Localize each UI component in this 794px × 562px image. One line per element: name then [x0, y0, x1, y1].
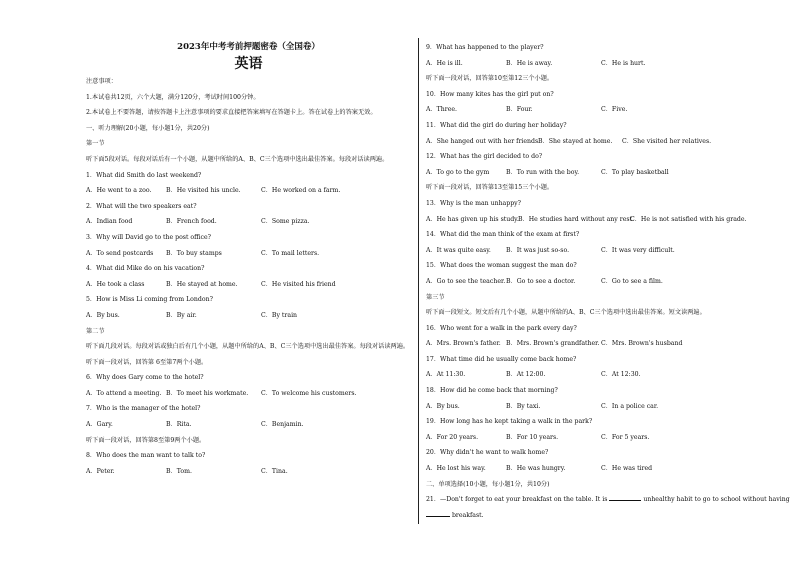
option-b: B．He studies hard without any rest.: [518, 215, 635, 223]
option-c: C．Benjamin.: [261, 421, 304, 429]
question-1-options: [86, 183, 411, 199]
question-2-options: [86, 214, 411, 230]
exam-subject: 英语: [234, 56, 263, 72]
question-17-stem: 17．What time did he usually come back home?: [426, 355, 577, 363]
question-13-stem: 13．Why is the man unhappy?: [426, 199, 521, 207]
question-21-line-1: [426, 492, 790, 508]
left-column: [86, 40, 411, 479]
option-b: B．By air.: [166, 311, 197, 319]
option-a: A．He lost his way.: [426, 465, 486, 473]
option-b: B．Tom.: [166, 467, 192, 475]
option-c: C．He visited his friend: [261, 280, 336, 288]
option-c: C．At 12:30.: [601, 371, 641, 379]
option-c: C．To play basketball: [601, 168, 669, 176]
question-7-options: [86, 417, 411, 433]
option-a: A．By bus.: [426, 402, 460, 410]
option-a: A．Mrs. Brown's father.: [426, 340, 501, 348]
question-13-options: [426, 212, 751, 228]
option-a: A．To attend a meeting.: [86, 389, 162, 397]
question-7-stem: 7．Who is the manager of the hotel?: [86, 405, 201, 413]
option-b: B．Go to see a doctor.: [506, 277, 576, 285]
subsection-13-15: 听下面一段对话，回答第13至第15三个小题。: [426, 184, 554, 192]
part1-instructions: 听下面5段对话。每段对话后有一个小题，从题中所给的A、B、C三个选项中选出最佳答案。每段对话读两遍。: [86, 155, 389, 163]
option-b: B．He visited his uncle.: [166, 187, 241, 195]
section1-title: 一、听力理解(20小题，每小题1分，共20分): [86, 124, 210, 132]
part1-title: 第一节: [86, 140, 105, 148]
question-8-options: [86, 464, 411, 480]
question-3-options: [86, 246, 411, 262]
option-a: A．By bus.: [86, 311, 120, 319]
question-21-text-end: unhealthy habit to go to school without having: [643, 496, 790, 504]
part2-title: 第二节: [86, 327, 105, 335]
column-divider: [418, 38, 419, 524]
option-b: B．He was hungry.: [506, 465, 566, 473]
subsection-6-7: 听下面一段对话，回答第 6至第7两个小题。: [86, 358, 208, 366]
option-c: C．It was very difficult.: [601, 246, 675, 254]
option-a: A．It was quite easy.: [426, 246, 491, 254]
subsection-10-12: 听下面一段对话，回答第10至第12三个小题。: [426, 75, 554, 83]
option-b: B．He stayed at home.: [166, 280, 238, 288]
option-a: A．He is ill.: [426, 59, 463, 67]
answer-blank: [426, 511, 450, 517]
option-b: B．Mrs. Brown's grandfather.: [506, 340, 600, 348]
option-c: C．Mrs. Brown's husband: [601, 340, 683, 348]
question-21-line-2: [426, 508, 751, 524]
question-12-stem: 12．What has the girl decided to do?: [426, 153, 543, 161]
question-16-stem: 16．Who went for a walk in the park every day?: [426, 324, 577, 332]
question-21-text-start: 21．—Don't forget to eat your breakfast on the table. It is: [426, 496, 608, 504]
option-c: C．He is not satisfied with his grade.: [630, 215, 747, 223]
question-12-options: [426, 165, 751, 181]
question-19-stem: 19．How long has he kept taking a walk in the park?: [426, 418, 593, 426]
answer-blank: [609, 495, 641, 501]
question-1-stem: 1．What did Smith do last weekend?: [86, 171, 202, 179]
option-c: C．For 5 years.: [601, 433, 650, 441]
question-20-options: [426, 461, 751, 477]
question-6-options: [86, 386, 411, 402]
question-21-text-tail: breakfast.: [451, 511, 484, 519]
option-b: B．Four.: [506, 106, 533, 114]
option-a: A．To send postcards: [86, 249, 154, 257]
option-a: A．Three.: [426, 106, 458, 114]
question-14-stem: 14．What did the man think of the exam at first?: [426, 231, 580, 239]
question-4-options: [86, 277, 411, 293]
part3-instructions: 听下面一段短文。短文后有几个小题，从题中所给的A、B、C三个选项中选出最佳答案。短文读两遍。: [426, 309, 706, 317]
question-6-stem: 6．Why does Gary come to the hotel?: [86, 374, 204, 382]
question-19-options: [426, 430, 751, 446]
option-c: C．Tina.: [261, 467, 288, 475]
question-5-options: [86, 308, 411, 324]
option-a: A．He has given up his study.: [426, 215, 519, 223]
option-c: C．He is hurt.: [601, 59, 646, 67]
question-18-options: [426, 399, 751, 415]
option-a: A．Peter.: [86, 467, 115, 475]
question-20-stem: 20．Why didn't he want to walk home?: [426, 449, 549, 457]
note-1: 1.本试卷共12页，六个大题，满分120分，考试时间100分钟。: [86, 93, 260, 101]
note-2: 2.本试卷上不要答题，请按答题卡上注意事项的要求直接把答案填写在答题卡上。答在试卷上的答案无效。: [86, 109, 377, 117]
question-14-options: [426, 243, 751, 259]
question-17-options: [426, 367, 751, 383]
question-11-options: [426, 134, 751, 150]
question-3-stem: 3．Why will David go to the post office?: [86, 233, 211, 241]
option-b: B．For 10 years.: [506, 433, 559, 441]
option-a: A．For 20 years.: [426, 433, 479, 441]
notes-title: 注意事项：: [86, 78, 117, 85]
option-c: C．He worked on a farm.: [261, 187, 341, 195]
exam-title: 2023年中考考前押题密卷（全国卷）: [177, 42, 320, 52]
option-c: C．To welcome his customers.: [261, 389, 357, 397]
option-c: C．In a police car.: [601, 402, 659, 410]
question-9-options: [426, 56, 751, 72]
option-c: C．Five.: [601, 106, 628, 114]
option-b: B．By taxi.: [506, 402, 541, 410]
option-b: B．She stayed at home.: [538, 137, 613, 145]
question-11-stem: 11．What did the girl do during her holiday?: [426, 121, 567, 129]
question-10-options: [426, 102, 751, 118]
option-b: B．At 12:00.: [506, 371, 546, 379]
part2-instructions: 听下面几段对话。每段对话或独白后有几个小题，从题中所给的A、B、C三个选项中选出最佳答案。每段对话读两遍。: [86, 343, 410, 351]
question-9-stem: 9．What has happened to the player?: [426, 44, 544, 51]
option-b: B．Rita.: [166, 421, 192, 429]
option-a: A．She hanged out with her friends.: [426, 137, 541, 145]
option-c: C．He was tired: [601, 465, 653, 473]
section2-title: 二、单项选择(10小题，每小题1分，共10分): [426, 480, 550, 488]
option-b: B．French food.: [166, 218, 217, 226]
option-c: C．To mail letters.: [261, 249, 320, 257]
option-a: A．Gary.: [86, 421, 113, 429]
option-c: C．Go to see a film.: [601, 277, 663, 285]
question-15-stem: 15．What does the woman suggest the man do?: [426, 262, 577, 270]
option-b: B．He is away.: [506, 59, 553, 67]
option-b: B．To buy stamps: [166, 249, 222, 257]
question-16-options: [426, 336, 751, 352]
question-18-stem: 18．How did he come back that morning?: [426, 387, 558, 395]
option-b: B．It was just so-so.: [506, 246, 570, 254]
option-c: C．By train: [261, 311, 298, 319]
option-c: C．She visited her relatives.: [622, 137, 712, 145]
part3-title: 第三节: [426, 293, 445, 301]
right-column: [426, 40, 790, 523]
option-a: A．To go to the gym: [426, 168, 490, 176]
question-10-stem: 10．How many kites has the girl put on?: [426, 90, 554, 98]
option-a: A．He took a class: [86, 280, 145, 288]
question-2-stem: 2．What will the two speakers eat?: [86, 202, 197, 210]
option-a: A．Indian food: [86, 218, 133, 226]
option-c: C．Some pizza.: [261, 218, 310, 226]
option-a: A．He went to a zoo.: [86, 187, 152, 195]
subsection-8-9: 听下面一段对话，回答第8至第9两个小题。: [86, 436, 206, 444]
question-5-stem: 5．How is Miss Li coming from London?: [86, 296, 213, 304]
question-4-stem: 4．What did Mike do on his vacation?: [86, 265, 205, 273]
question-8-stem: 8．Who does the man want to talk to?: [86, 452, 206, 460]
option-b: B．To run with the boy.: [506, 168, 580, 176]
question-15-options: [426, 274, 751, 290]
option-a: A．Go to see the teacher.: [426, 277, 506, 285]
option-b: B．To meet his workmate.: [166, 389, 249, 397]
option-a: A．At 11:30.: [426, 371, 466, 379]
